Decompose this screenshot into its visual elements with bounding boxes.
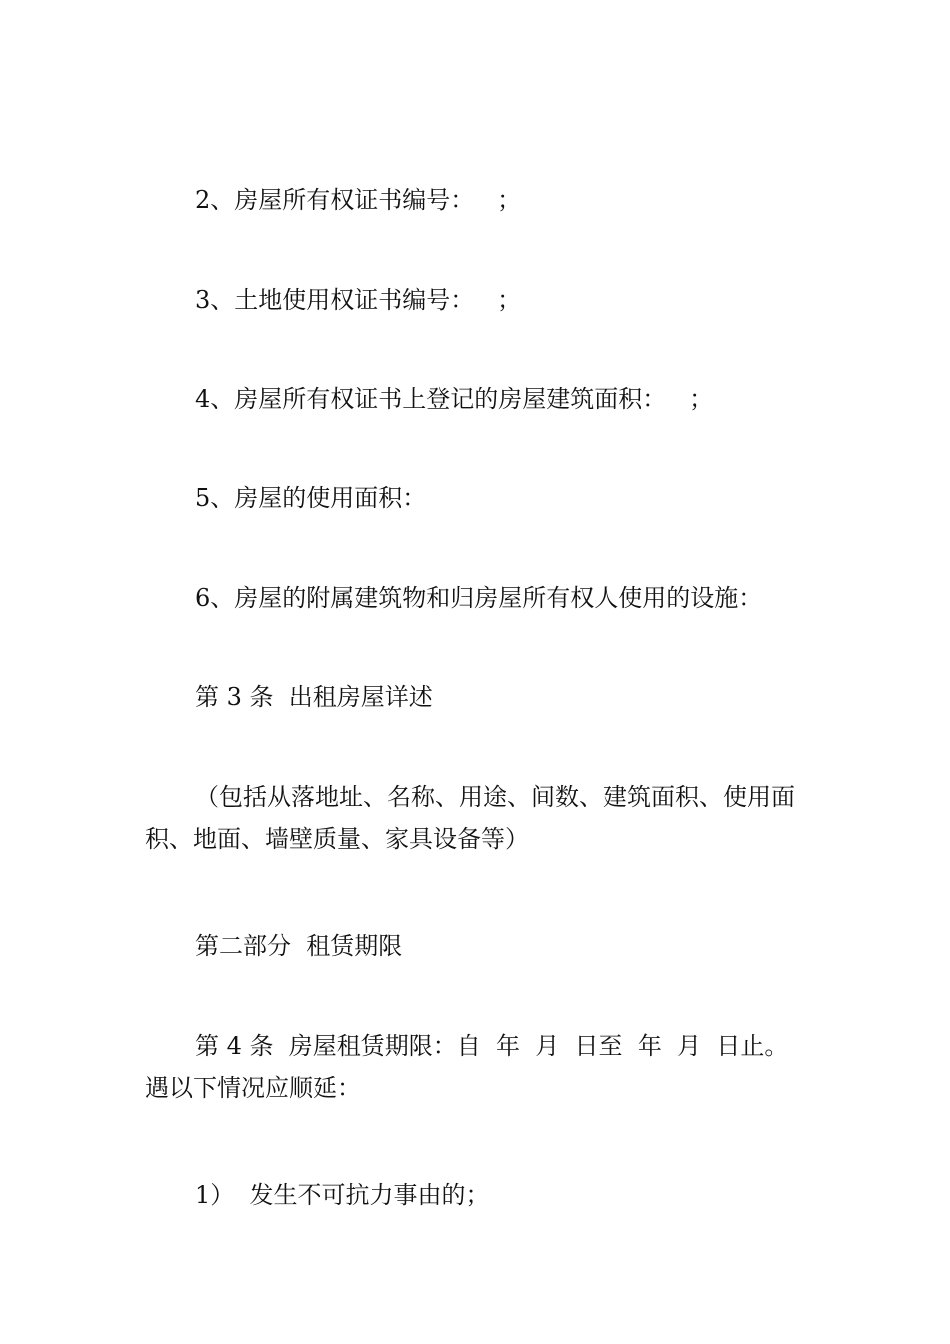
item-registered-building-area: 4、房屋所有权证书上登记的房屋建筑面积： ； [195,385,714,413]
article-4-lease-term: 第 4 条 房屋租赁期限：自 年 月 日至 年 月 日止。遇以下情况应顺延： [145,1032,789,1102]
item-usable-area: 5、房屋的使用面积： [195,484,427,512]
item-land-use-certificate-number: 3、土地使用权证书编号： ； [195,286,522,314]
part-2-heading: 第二部分 租赁期限 [195,932,403,960]
item-ancillary-facilities: 6、房屋的附属建筑物和归房屋所有权人使用的设施： [195,584,763,612]
extension-condition-1: 1） 发生不可抗力事由的； [195,1181,490,1209]
article-3-heading: 第 3 条 出租房屋详述 [195,683,433,711]
article-3-description: （包括从落地址、名称、用途、间数、建筑面积、使用面积、地面、墙壁质量、家具设备等） [145,783,795,853]
item-property-certificate-number: 2、房屋所有权证书编号： ； [195,186,522,214]
